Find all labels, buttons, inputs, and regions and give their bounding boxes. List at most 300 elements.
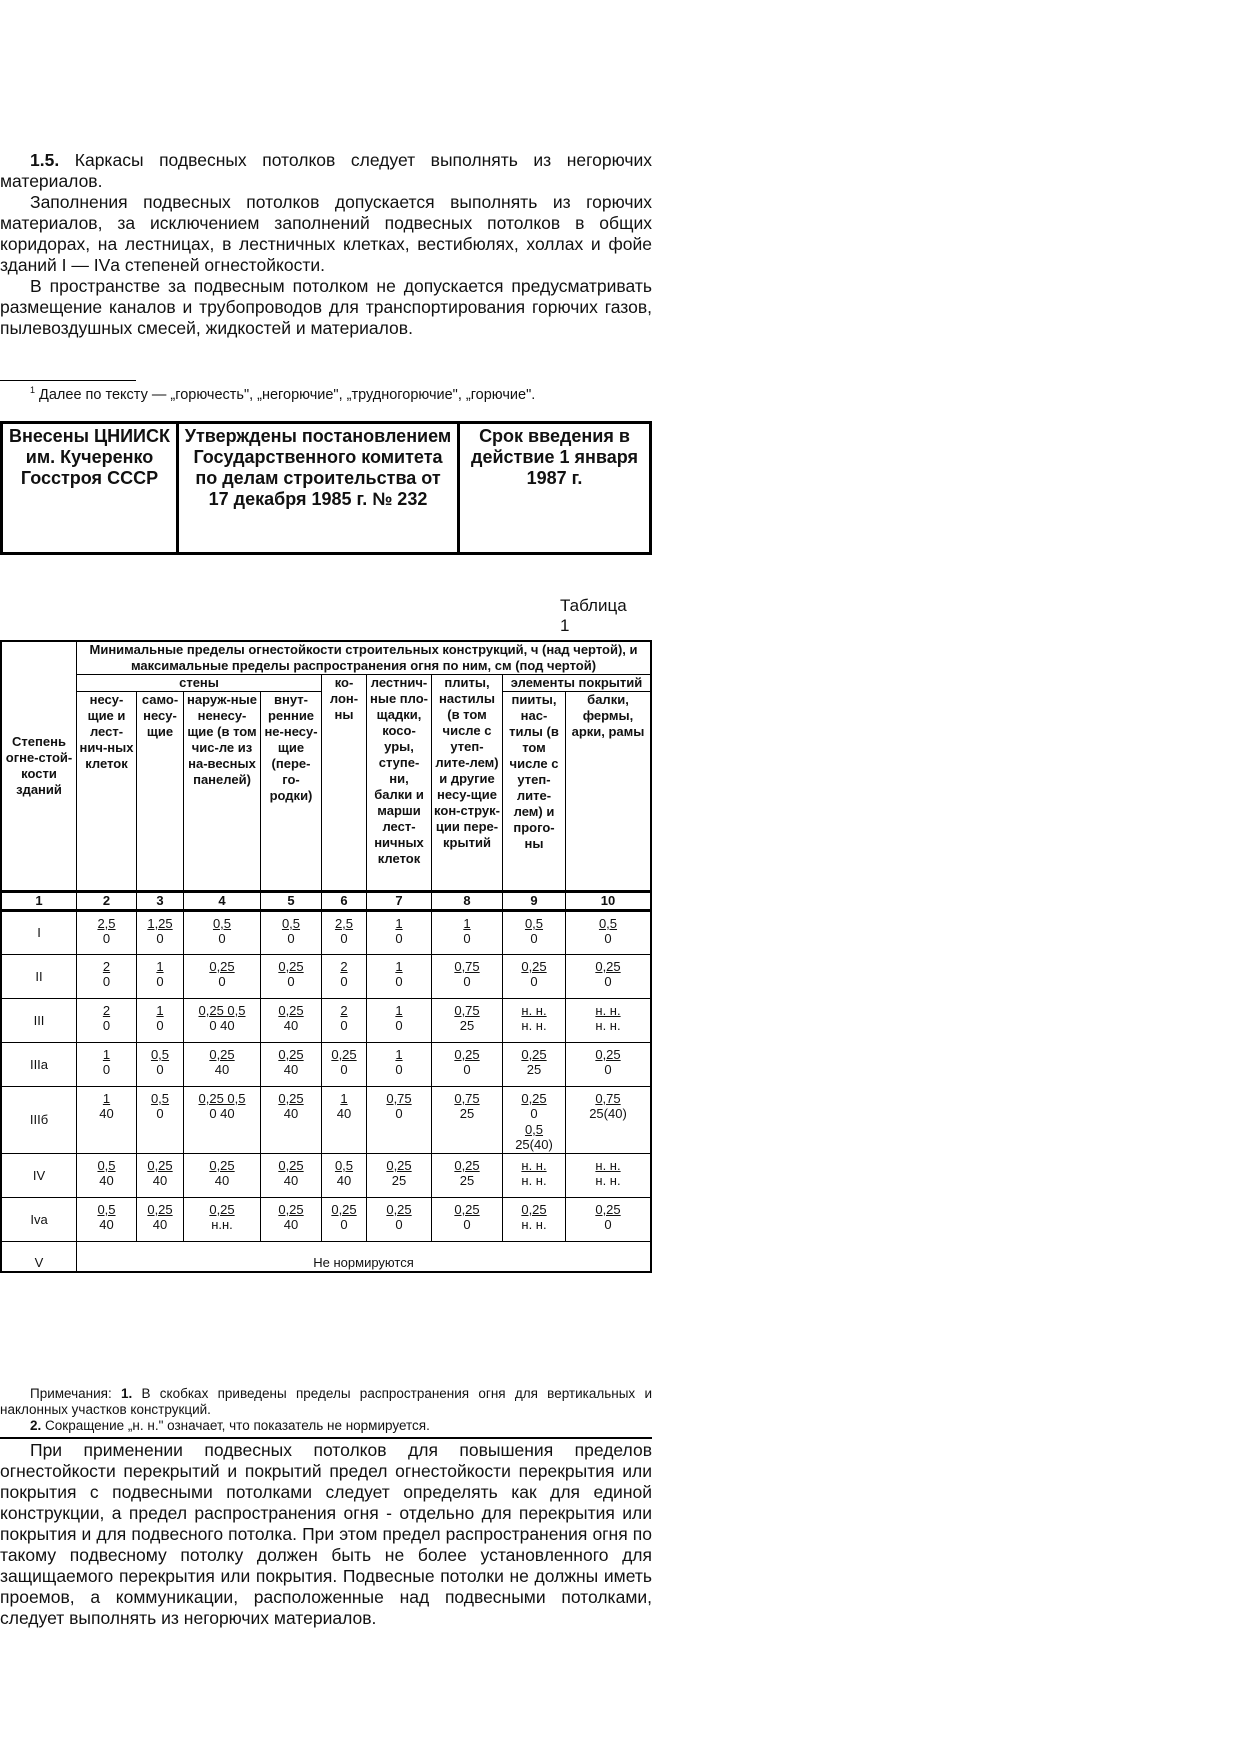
- value-cell: [503, 1198, 566, 1242]
- fraction-numerator: 0,25: [386, 1202, 412, 1217]
- degree-cell: V: [1, 1242, 77, 1272]
- fraction-numerator: 0,75: [454, 1091, 480, 1106]
- degree-cell: IV: [1, 1154, 77, 1198]
- fraction-denominator: 0: [395, 931, 403, 946]
- fraction-numerator: 0,25: [595, 1047, 621, 1062]
- fraction-numerator: 0,25: [209, 959, 235, 974]
- value-cell: [566, 911, 652, 955]
- header-slabs: плиты, настилы (в том числе с утеп-лите-лем) и другие несу-щие кон-струк-ции пере-крытий: [432, 675, 503, 892]
- fraction: [525, 916, 543, 946]
- fraction-denominator: 0: [395, 1018, 403, 1033]
- header-col-2: несу-щие и лест-нич-ных клеток: [77, 692, 137, 892]
- fraction-numerator: 0,75: [454, 959, 480, 974]
- fraction-numerator: н. н.: [595, 1158, 621, 1173]
- fraction-numerator: 1: [395, 1003, 403, 1018]
- footnote: [0, 381, 650, 404]
- value-cell: [322, 999, 367, 1043]
- value-cell: [322, 955, 367, 999]
- fraction-numerator: 0,25: [278, 1047, 304, 1062]
- table-row: [1, 955, 651, 999]
- table-row: [1, 1242, 651, 1272]
- section-text-1: Каркасы подвесных потолков следует выполнять из негорючих материалов.: [0, 150, 652, 191]
- fraction-numerator: 0,5: [281, 916, 301, 931]
- fraction: [454, 1202, 479, 1232]
- column-number: 3: [137, 892, 184, 911]
- fraction-denominator: 40: [99, 1217, 114, 1232]
- fraction-numerator: 1: [156, 959, 164, 974]
- fraction: [278, 1091, 303, 1121]
- fraction: [147, 1202, 172, 1232]
- value-cell: [137, 999, 184, 1043]
- fraction: [395, 916, 402, 946]
- fraction-denominator: 0: [463, 1062, 471, 1077]
- value-cell: [261, 999, 322, 1043]
- value-cell: [322, 1043, 367, 1087]
- value-cell: [184, 955, 261, 999]
- value-cell: [367, 955, 432, 999]
- fraction-numerator: 0,25: [331, 1047, 357, 1062]
- notes-separator: [0, 1437, 652, 1439]
- section-number: 1.5.: [30, 150, 60, 170]
- value-cell: [137, 1198, 184, 1242]
- value-cell: [261, 1198, 322, 1242]
- fraction-numerator: 1: [395, 1047, 403, 1062]
- fraction-denominator: 40: [283, 1106, 299, 1121]
- fraction-denominator: 0: [340, 1217, 348, 1232]
- value-cell: [184, 999, 261, 1043]
- fraction-denominator: н. н.: [521, 1173, 547, 1188]
- fraction: [386, 1202, 411, 1232]
- table-row: [1, 911, 651, 955]
- fraction-numerator: 0,25: [331, 1202, 357, 1217]
- value-cell: [77, 1198, 137, 1242]
- fraction: [151, 1091, 169, 1121]
- fraction: [335, 1158, 353, 1188]
- fraction: [463, 916, 470, 946]
- value-cell: [184, 1154, 261, 1198]
- fraction-denominator: н. н.: [521, 1018, 547, 1033]
- fraction-denominator: 0: [102, 1062, 111, 1077]
- fraction: [340, 959, 347, 989]
- fraction-denominator: 0: [463, 974, 471, 989]
- fraction-denominator: 0: [156, 931, 164, 946]
- fraction-numerator: 0,75: [595, 1091, 621, 1106]
- fraction: [521, 1047, 546, 1077]
- fraction-numerator: 2: [102, 959, 111, 974]
- column-number: 1: [1, 892, 77, 911]
- value-cell: [503, 911, 566, 955]
- fraction: [454, 959, 479, 989]
- intro-approved: Утверждены постановлением Государственного комитета по делам строительства от 17 декабря 1985 г. № 232: [178, 423, 459, 554]
- value-cell: [77, 911, 137, 955]
- fraction: [209, 959, 234, 989]
- fraction: [595, 1047, 620, 1077]
- fraction: [103, 959, 110, 989]
- fraction: [147, 916, 172, 946]
- note-2: 2. Сокращение „н. н." означает, что показатель не нормируется.: [30, 1418, 430, 1433]
- header-roof: элементы покрытий: [503, 675, 652, 692]
- value-cell: [432, 1154, 503, 1198]
- table-notes: [0, 1386, 652, 1434]
- fraction-denominator: 0: [340, 931, 348, 946]
- fraction-numerator: 0,25: [278, 1158, 304, 1173]
- fraction-denominator: н. н.: [595, 1018, 621, 1033]
- fraction: [337, 1091, 351, 1121]
- fraction-denominator: 0: [604, 1217, 612, 1232]
- fraction-numerator: 0,5: [150, 1047, 170, 1062]
- degree-cell: II: [1, 955, 77, 999]
- fraction-denominator: 0: [287, 974, 295, 989]
- fraction-numerator: 0,75: [386, 1091, 412, 1106]
- column-number: 5: [261, 892, 322, 911]
- value-cell: [432, 1087, 503, 1154]
- fraction: [331, 1202, 356, 1232]
- column-number: 6: [322, 892, 367, 911]
- fraction: [589, 1091, 627, 1121]
- fraction: [147, 1158, 172, 1188]
- fraction: [595, 1158, 620, 1188]
- header-group: Минимальные пределы огнестойкости строительных конструкций, ч (над чертой), и максимальные пределы распространения огня по ним, см (под чертой): [77, 641, 652, 675]
- column-number: 9: [503, 892, 566, 911]
- fraction-denominator: 0: [102, 931, 111, 946]
- fraction: [209, 1202, 234, 1232]
- header-col-10: балки, фермы, арки, рамы: [566, 692, 652, 892]
- fraction-numerator: 0,5: [150, 1091, 170, 1106]
- fraction: [521, 1091, 546, 1121]
- fraction-numerator: 1: [156, 1003, 164, 1018]
- fraction: [97, 1158, 115, 1188]
- fraction-numerator: 0,25 0,5: [198, 1003, 246, 1018]
- value-cell: [566, 1087, 652, 1154]
- fraction-denominator: 25(40): [515, 1137, 553, 1152]
- value-cell: [77, 1154, 137, 1198]
- fraction-numerator: 0,25: [278, 1202, 304, 1217]
- header-stairs: лестнич-ные пло-щадки, косо-уры, ступе-ни, балки и марши лест-ничных клеток: [367, 675, 432, 892]
- fraction-denominator: 0: [218, 931, 226, 946]
- fraction-denominator: 0: [156, 1106, 164, 1121]
- degree-cell: IIIб: [1, 1087, 77, 1154]
- note-1: Примечания: 1. В скобках приведены пределы распространения огня для вертикальных и наклонных участков конструкций.: [0, 1386, 652, 1417]
- fraction-denominator: 0 40: [209, 1106, 235, 1121]
- fraction: [454, 1091, 479, 1121]
- fraction-numerator: 0,25: [278, 1091, 304, 1106]
- value-cell: [503, 1043, 566, 1087]
- section-1-5-p1: [0, 150, 652, 192]
- closing-paragraph: При применении подвесных потолков для повышения пределов огнестойкости перекрытий и покрытий предел огнестойкости перекрытия или покрытия с подвесными потолками следует определять как для единой конструкции, а предел распространения огня - отдельно для перекрытия или покрытия и для подвесного потолка. При этом предел распространения огня по такому подвесному потолку должен быть не более установленного для защищаемого перекрытия или покрытия. Подвесные потолки не должны иметь проемов, а коммуникации, расположенные над подвесными потолками, следует выполнять из негорючих материалов.: [0, 1440, 652, 1628]
- fraction-denominator: 0: [156, 974, 164, 989]
- fraction-denominator: 0: [102, 1018, 111, 1033]
- value-cell: [322, 1154, 367, 1198]
- fraction-numerator: н. н.: [521, 1003, 547, 1018]
- fraction: [595, 1202, 620, 1232]
- fraction-numerator: 0,25: [521, 1202, 547, 1217]
- fraction-numerator: 0,5: [598, 916, 618, 931]
- fraction: [521, 1158, 546, 1188]
- column-number-row: [1, 892, 651, 911]
- fraction-denominator: 25: [526, 1062, 542, 1077]
- fraction: [97, 1202, 115, 1232]
- fraction-denominator: 40: [152, 1173, 168, 1188]
- table-row: [1, 999, 651, 1043]
- degree-cell: Iva: [1, 1198, 77, 1242]
- value-cell: [322, 1087, 367, 1154]
- fraction-denominator: 40: [336, 1173, 352, 1188]
- fraction-numerator: 0,25: [521, 959, 547, 974]
- fraction-denominator: 25: [391, 1173, 407, 1188]
- fraction-denominator: 40: [336, 1106, 352, 1121]
- fraction-denominator: 25: [459, 1018, 475, 1033]
- value-cell: [322, 911, 367, 955]
- table-row: [1, 1154, 651, 1198]
- table-row: [1, 1087, 651, 1154]
- value-cell: [432, 911, 503, 955]
- fire-resistance-table: [0, 640, 652, 1273]
- fraction-denominator: 40: [99, 1173, 114, 1188]
- value-cell: [503, 1087, 566, 1154]
- value-cell: [261, 911, 322, 955]
- fraction-denominator: 40: [152, 1217, 168, 1232]
- fraction: [454, 1158, 479, 1188]
- fraction-numerator: 0,5: [97, 1202, 116, 1217]
- fraction-numerator: 0,5: [524, 916, 544, 931]
- fraction: [386, 1158, 411, 1188]
- fraction-denominator: 0: [218, 974, 226, 989]
- fraction-numerator: 0,25: [209, 1202, 235, 1217]
- fraction-denominator: 0: [530, 974, 538, 989]
- fraction: [595, 1003, 620, 1033]
- value-cell: [184, 1087, 261, 1154]
- fraction-numerator: 0,25: [595, 1202, 621, 1217]
- fraction-denominator: н. н.: [521, 1217, 547, 1232]
- fraction: [521, 1202, 546, 1232]
- fraction: [278, 1202, 303, 1232]
- fraction: [278, 1047, 303, 1077]
- fraction-denominator: 0: [463, 1217, 471, 1232]
- fraction-numerator: 0,5: [334, 1158, 354, 1173]
- fraction-numerator: 2,5: [334, 916, 354, 931]
- value-cell: [503, 955, 566, 999]
- fraction: [97, 916, 115, 946]
- not-regulated-cell: Не нормируются: [77, 1242, 652, 1272]
- fraction-denominator: 0 40: [209, 1018, 235, 1033]
- fraction-numerator: 0,25: [454, 1158, 480, 1173]
- fraction: [209, 1047, 234, 1077]
- value-cell: [367, 1198, 432, 1242]
- fraction: [151, 1047, 169, 1077]
- fraction-denominator: 0: [340, 974, 348, 989]
- fraction-denominator: н. н.: [595, 1173, 621, 1188]
- fraction-numerator: 0,25: [209, 1047, 235, 1062]
- fraction: [340, 1003, 347, 1033]
- fraction-numerator: 0,5: [524, 1122, 544, 1137]
- fraction-numerator: 0,75: [454, 1003, 480, 1018]
- degree-cell: III: [1, 999, 77, 1043]
- fraction: [454, 1003, 479, 1033]
- fraction-denominator: 40: [283, 1217, 299, 1232]
- fraction-denominator: 0: [395, 1062, 403, 1077]
- fraction-denominator: 0: [463, 931, 471, 946]
- value-cell: [566, 1043, 652, 1087]
- value-cell: [432, 955, 503, 999]
- table-row: [1, 1198, 651, 1242]
- fraction: [282, 916, 300, 946]
- value-cell: [77, 955, 137, 999]
- value-cell: [261, 1154, 322, 1198]
- column-number: 10: [566, 892, 652, 911]
- fraction-numerator: 0,25: [386, 1158, 412, 1173]
- value-cell: [184, 1043, 261, 1087]
- value-cell: [367, 1043, 432, 1087]
- value-cell: [566, 1154, 652, 1198]
- fraction-numerator: 0,25: [278, 959, 304, 974]
- fraction-denominator: 25(40): [589, 1106, 627, 1121]
- fraction-numerator: 0,25: [521, 1091, 547, 1106]
- fraction-denominator: 40: [283, 1018, 299, 1033]
- value-cell: [137, 1043, 184, 1087]
- header-columns: ко-лон-ны: [322, 675, 367, 892]
- degree-cell: I: [1, 911, 77, 955]
- header-walls: стены: [77, 675, 322, 692]
- fraction-denominator: 0: [395, 1217, 403, 1232]
- value-cell: [566, 955, 652, 999]
- fraction-numerator: 2: [340, 1003, 348, 1018]
- fraction-numerator: 1: [102, 1047, 111, 1062]
- fraction: [395, 959, 402, 989]
- fraction: [595, 959, 620, 989]
- fraction: [209, 1158, 234, 1188]
- column-number: 4: [184, 892, 261, 911]
- fraction-denominator: 40: [283, 1173, 299, 1188]
- value-cell: [184, 1198, 261, 1242]
- fraction: [103, 1003, 110, 1033]
- fraction: [213, 916, 231, 946]
- fraction-denominator: 0: [530, 1106, 538, 1121]
- fraction-denominator: 0: [395, 1106, 403, 1121]
- header-col-9: пииты, нас-тилы (в том числе с утеп-лите-лем) и прого-ны: [503, 692, 566, 892]
- fraction: [386, 1091, 411, 1121]
- header-col-5: внут-ренние не-несу-щие (пере-го-родки): [261, 692, 322, 892]
- fraction-denominator: н.н.: [211, 1217, 233, 1232]
- fraction-denominator: 0: [156, 1018, 164, 1033]
- value-cell: [367, 1154, 432, 1198]
- column-number: 8: [432, 892, 503, 911]
- fraction-denominator: 0: [102, 974, 111, 989]
- value-cell: [77, 999, 137, 1043]
- intro-effective-date: Срок введения в действие 1 января 1987 г.: [459, 423, 651, 554]
- value-cell: [137, 955, 184, 999]
- fraction: [395, 1047, 402, 1077]
- fraction-denominator: 0: [530, 931, 538, 946]
- fraction-denominator: 0: [604, 1062, 612, 1077]
- fraction: [454, 1047, 479, 1077]
- fraction-numerator: н. н.: [595, 1003, 621, 1018]
- value-cell: [184, 911, 261, 955]
- fraction: [99, 1091, 113, 1121]
- fraction-numerator: 0,5: [97, 1158, 116, 1173]
- fraction-numerator: 1: [395, 916, 403, 931]
- fraction: [278, 1158, 303, 1188]
- fraction-numerator: 0,25: [147, 1202, 173, 1217]
- fraction-numerator: 2: [102, 1003, 111, 1018]
- fraction: [199, 1003, 246, 1033]
- value-cell: [261, 1087, 322, 1154]
- value-cell: [367, 1087, 432, 1154]
- fraction-numerator: 0,25: [521, 1047, 547, 1062]
- footnote-text: Далее по тексту — „горючесть", „негорючие", „трудногорючие", „горючие".: [39, 386, 536, 403]
- fraction-numerator: 0,25 0,5: [198, 1091, 246, 1106]
- fraction-numerator: 0,25: [595, 959, 621, 974]
- fraction-denominator: 0: [340, 1018, 348, 1033]
- value-cell: [432, 1043, 503, 1087]
- fraction-numerator: 1: [340, 1091, 348, 1106]
- section-1-5-p3: В пространстве за подвесным потолком не допускается предусматривать размещение каналов и трубопроводов для транспортирования горючих газов, пылевоздушных смесей, жидкостей и материалов.: [0, 276, 652, 338]
- fraction: [395, 1003, 402, 1033]
- fraction-denominator: 0: [604, 974, 612, 989]
- fraction-numerator: 0,25: [147, 1158, 173, 1173]
- value-cell: [566, 999, 652, 1043]
- fraction-denominator: 40: [99, 1106, 114, 1121]
- fraction-numerator: 0,25: [454, 1047, 480, 1062]
- fraction-denominator: 0: [156, 1062, 164, 1077]
- fraction-denominator: 0: [604, 931, 612, 946]
- fraction: [599, 916, 617, 946]
- fraction: [199, 1091, 246, 1121]
- value-cell: [503, 1154, 566, 1198]
- footnote-mark: 1: [30, 385, 36, 395]
- header-degree: Степень огне-стой-кости зданий: [1, 641, 77, 892]
- fraction-numerator: 1: [395, 959, 403, 974]
- fraction-numerator: 0,25: [209, 1158, 235, 1173]
- fraction-numerator: 0,25: [454, 1202, 480, 1217]
- value-cell: [566, 1198, 652, 1242]
- fraction-denominator: 40: [283, 1062, 299, 1077]
- value-cell: [503, 999, 566, 1043]
- value-cell: [77, 1087, 137, 1154]
- value-cell: [137, 1154, 184, 1198]
- fraction-denominator: 25: [459, 1173, 475, 1188]
- value-cell: [77, 1043, 137, 1087]
- value-cell: [322, 1198, 367, 1242]
- fraction: [278, 1003, 303, 1033]
- intro-introduced: Внесены ЦНИИСК им. Кучеренко Госстроя СССР: [2, 423, 178, 554]
- fraction-numerator: н. н.: [521, 1158, 547, 1173]
- intro-table: [0, 421, 652, 555]
- header-col-3: само-несу-щие: [137, 692, 184, 892]
- fraction: [521, 959, 546, 989]
- value-cell: [367, 999, 432, 1043]
- fraction: [278, 959, 303, 989]
- fraction-denominator: 25: [459, 1106, 475, 1121]
- section-1-5-p2: Заполнения подвесных потолков допускается выполнять из горючих материалов, за исключением заполнений подвесных потолков в общих коридорах, на лестницах, в лестничных клетках, вестибюлях, холлах и фойе зданий I — IVа степеней огнестойкости.: [0, 192, 652, 275]
- fraction: [103, 1047, 110, 1077]
- fraction-denominator: 0: [287, 931, 295, 946]
- fraction: [331, 1047, 356, 1077]
- fraction-numerator: 0,25: [278, 1003, 304, 1018]
- fraction-numerator: 1,25: [147, 916, 173, 931]
- fraction-denominator: 40: [214, 1062, 230, 1077]
- fraction: [335, 916, 353, 946]
- value-cell: [261, 955, 322, 999]
- fraction: [521, 1003, 546, 1033]
- fraction-denominator: 0: [395, 974, 403, 989]
- fraction: [515, 1122, 553, 1152]
- value-cell: [432, 1198, 503, 1242]
- column-number: 2: [77, 892, 137, 911]
- fraction: [156, 959, 163, 989]
- value-cell: [137, 911, 184, 955]
- value-cell: [367, 911, 432, 955]
- fraction-numerator: 2,5: [97, 916, 116, 931]
